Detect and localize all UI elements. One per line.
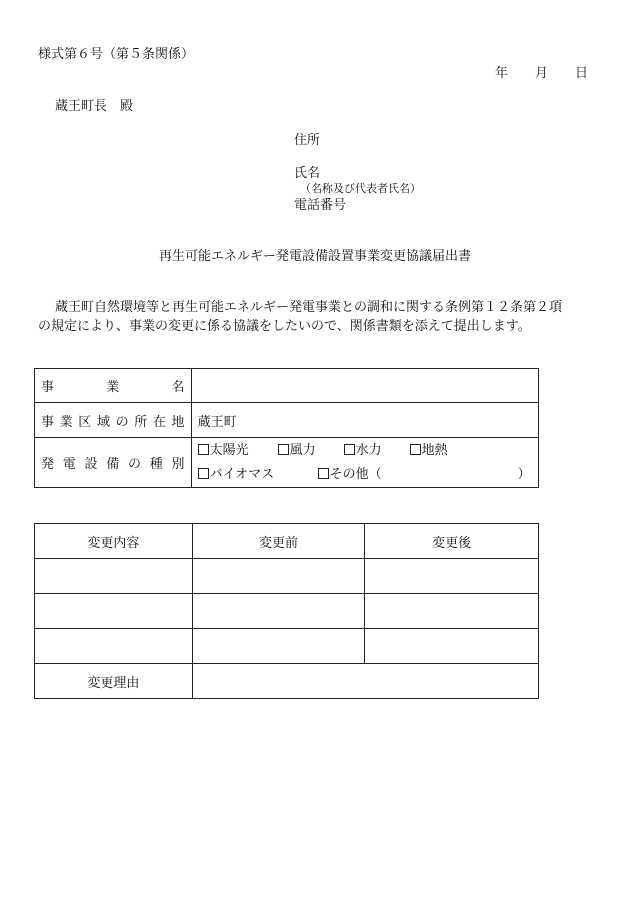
table-row (35, 629, 539, 664)
option-geothermal: 地熱 (410, 439, 448, 463)
document-title: 再生可能エネルギー発電設備設置事業変更協議届出書 (158, 249, 471, 264)
change-reason-row (35, 664, 539, 699)
option-hydro: 水力 (344, 439, 410, 463)
date-day: 日 (575, 66, 589, 81)
change-table (34, 523, 539, 699)
body-text-line1: 蔵王町自然環境等と再生可能エネルギー発電事業との調和に関する条例第１２条第２項 (55, 300, 563, 315)
checkbox-icon (278, 444, 289, 455)
header-change-content: 変更内容 (35, 524, 193, 559)
option-other-close: ） (517, 466, 531, 482)
checkbox-icon (198, 444, 209, 455)
phone-label: 電話番号 (294, 198, 347, 213)
change-table-header (35, 524, 539, 559)
address-label: 住所 (294, 133, 321, 148)
facility-type-row (35, 438, 539, 488)
body-text-line2: の規定により、事業の変更に係る協議をしたいので、関係書類を添えて提出します。 (38, 319, 531, 334)
name-note: （名称及び代表者氏名） (300, 182, 421, 195)
table-row (35, 559, 539, 594)
location-row (35, 403, 539, 438)
header-before: 変更前 (192, 524, 365, 559)
option-other: その他（ (318, 463, 518, 487)
date-year: 年 (495, 66, 509, 81)
option-biomass: バイオマス (198, 463, 318, 487)
header-after: 変更後 (365, 524, 539, 559)
project-name-row (35, 369, 539, 403)
option-wind: 風力 (278, 439, 344, 463)
addressee: 蔵王町長 殿 (55, 99, 134, 114)
checkbox-icon (198, 468, 209, 479)
change-reason-label: 変更理由 (35, 664, 193, 699)
facility-type-options (191, 438, 538, 488)
checkbox-icon (318, 468, 329, 479)
facility-type-label: 発電設備の種別 (35, 438, 192, 488)
checkbox-icon (344, 444, 355, 455)
form-number: 様式第６号（第５条関係） (38, 47, 195, 62)
table-row (35, 594, 539, 629)
project-name-value (191, 369, 538, 403)
date-month: 月 (535, 66, 549, 81)
name-label: 氏名 (294, 166, 321, 181)
info-table (34, 368, 539, 488)
project-name-label: 事 業 名 (35, 369, 192, 403)
location-value: 蔵王町 (191, 403, 538, 438)
location-label: 事業区域の所在地 (35, 403, 192, 438)
checkbox-icon (410, 444, 421, 455)
change-reason-value (192, 664, 538, 699)
option-solar: 太陽光 (198, 439, 278, 463)
